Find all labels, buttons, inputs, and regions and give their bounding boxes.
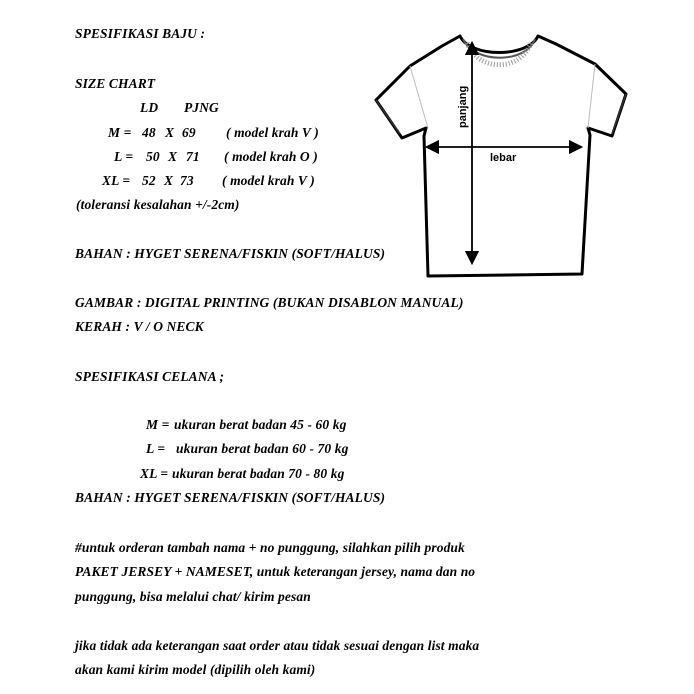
note-line-5: akan kami kirim model (dipilih oleh kami) — [75, 662, 316, 677]
size-ld-xl: 52 — [142, 173, 156, 188]
pants-size-desc-m: ukuran berat badan 45 - 60 kg — [174, 417, 347, 432]
size-x-l: X — [168, 149, 178, 164]
size-pjng-m: 69 — [182, 125, 196, 140]
size-label-xl: XL = — [102, 173, 131, 188]
col-header-ld: LD — [140, 100, 159, 115]
note-line-3: punggung, bisa melalui chat/ kirim pesan — [75, 589, 311, 604]
tshirt-outline-icon — [370, 30, 630, 280]
length-label: panjang — [457, 85, 469, 128]
size-x-xl: X — [164, 173, 174, 188]
size-x-m: X — [165, 125, 175, 140]
pants-size-desc-xl: ukuran berat badan 70 - 80 kg — [172, 466, 345, 481]
col-header-pjng: PJNG — [184, 100, 219, 115]
size-model-xl: ( model krah V ) — [222, 173, 315, 188]
shirt-print-method: GAMBAR : DIGITAL PRINTING (BUKAN DISABLON MANUAL) — [75, 295, 464, 310]
size-ld-l: 50 — [146, 149, 160, 164]
note-line-4: jika tidak ada keterangan saat order atau tidak sesuai dengan list maka — [75, 638, 480, 653]
note-line-2: PAKET JERSEY + NAMESET, untuk keterangan jersey, nama dan no — [75, 564, 476, 579]
shirt-spec-title: SPESIFIKASI BAJU : — [75, 26, 206, 41]
pants-material: BAHAN : HYGET SERENA/FISKIN (SOFT/HALUS) — [75, 490, 386, 505]
size-chart-title: SIZE CHART — [75, 76, 156, 91]
shirt-collar: KERAH : V / O NECK — [75, 319, 204, 334]
size-pjng-xl: 73 — [180, 173, 194, 188]
pants-size-label-l: L = — [146, 441, 166, 456]
width-label: lebar — [490, 152, 517, 164]
size-label-m: M = — [108, 125, 132, 140]
size-model-l: ( model krah O ) — [224, 149, 318, 164]
tolerance-note: (toleransi kesalahan +/-2cm) — [76, 197, 240, 212]
note-line-1: #untuk orderan tambah nama + no punggung, silahkan pilih produk — [75, 540, 465, 555]
shirt-material: BAHAN : HYGET SERENA/FISKIN (SOFT/HALUS) — [75, 246, 386, 261]
pants-size-label-m: M = — [146, 417, 170, 432]
pants-size-desc-l: ukuran berat badan 60 - 70 kg — [176, 441, 349, 456]
size-label-l: L = — [114, 149, 134, 164]
pants-spec-title: SPESIFIKASI CELANA ; — [75, 369, 225, 384]
size-pjng-l: 71 — [186, 149, 200, 164]
pants-size-label-xl: XL = — [140, 466, 169, 481]
size-model-m: ( model krah V ) — [226, 125, 319, 140]
size-ld-m: 48 — [142, 125, 156, 140]
